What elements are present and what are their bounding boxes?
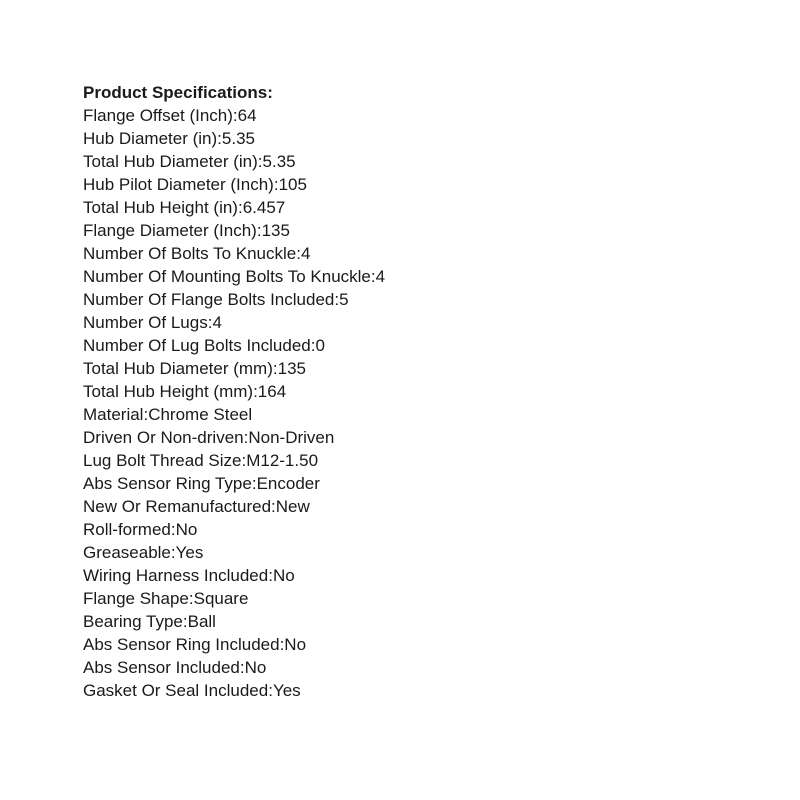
spec-separator: : — [271, 497, 276, 516]
spec-label: Hub Pilot Diameter (Inch) — [83, 175, 274, 194]
spec-separator: : — [257, 152, 263, 171]
spec-label: Lug Bolt Thread Size — [83, 451, 242, 470]
spec-value: No — [175, 520, 198, 539]
spec-label: Number Of Lug Bolts Included — [83, 336, 311, 355]
spec-row — [83, 334, 385, 357]
spec-row — [83, 495, 385, 518]
spec-value: 0 — [315, 336, 325, 355]
spec-separator: : — [182, 612, 188, 631]
spec-separator: : — [170, 543, 176, 562]
spec-separator: : — [232, 106, 238, 125]
spec-value: Chrome Steel — [148, 405, 253, 424]
spec-value: No — [244, 658, 267, 677]
spec-row — [83, 357, 385, 380]
spec-separator: : — [143, 405, 149, 424]
spec-label: Flange Offset (Inch) — [83, 106, 233, 125]
spec-separator: : — [370, 267, 376, 286]
spec-separator: : — [241, 451, 247, 470]
spec-value: M12-1.50 — [246, 451, 319, 470]
spec-row — [83, 518, 385, 541]
spec-list — [83, 104, 385, 702]
spec-label: Total Hub Height (in) — [83, 198, 238, 217]
spec-row — [83, 219, 385, 242]
spec-value: Ball — [187, 612, 216, 631]
spec-value: 4 — [300, 244, 311, 263]
spec-value: 6.457 — [242, 198, 286, 217]
section-title: Product Specifications: — [83, 83, 273, 102]
spec-row — [83, 127, 385, 150]
spec-row — [83, 679, 385, 702]
spec-separator: : — [188, 589, 194, 608]
spec-label: Number Of Bolts To Knuckle — [83, 244, 297, 263]
spec-row — [83, 541, 385, 564]
spec-row — [83, 656, 385, 679]
spec-separator: : — [256, 221, 262, 240]
spec-value: Yes — [272, 681, 301, 700]
spec-separator: : — [239, 658, 245, 677]
spec-separator: : — [310, 336, 316, 355]
spec-label: Total Hub Height (mm) — [83, 382, 254, 401]
spec-label: Total Hub Diameter (in) — [83, 152, 258, 171]
spec-label: Abs Sensor Ring Type — [83, 474, 252, 493]
spec-row — [83, 242, 385, 265]
spec-row — [83, 587, 385, 610]
spec-row — [83, 472, 385, 495]
spec-row — [83, 150, 385, 173]
spec-label: Abs Sensor Ring Included — [83, 635, 280, 654]
spec-row — [83, 104, 385, 127]
spec-row — [83, 633, 385, 656]
spec-separator: : — [296, 244, 301, 263]
spec-label: Number Of Mounting Bolts To Knuckle — [83, 267, 371, 286]
spec-value: 135 — [261, 221, 290, 240]
spec-value: Non-Driven — [248, 428, 335, 447]
spec-row — [83, 173, 385, 196]
spec-separator: : — [268, 681, 273, 700]
spec-value: 5 — [339, 290, 349, 309]
spec-value: 4 — [212, 313, 222, 332]
spec-label: Greaseable — [83, 543, 171, 562]
spec-block — [83, 81, 385, 702]
spec-separator: : — [273, 175, 279, 194]
spec-separator: : — [334, 290, 340, 309]
spec-separator: : — [170, 520, 176, 539]
spec-value: 4 — [375, 267, 386, 286]
spec-separator: : — [217, 129, 222, 148]
spec-value: No — [284, 635, 307, 654]
spec-value: 164 — [257, 382, 287, 401]
spec-label: Flange Diameter (Inch) — [83, 221, 257, 240]
spec-label: Driven Or Non-driven — [83, 428, 244, 447]
spec-value: Encoder — [256, 474, 320, 493]
spec-separator: : — [279, 635, 285, 654]
spec-label: Gasket Or Seal Included — [83, 681, 269, 700]
spec-separator: : — [207, 313, 213, 332]
spec-value: Square — [193, 589, 249, 608]
spec-row — [83, 610, 385, 633]
spec-label: Total Hub Diameter (mm) — [83, 359, 273, 378]
spec-value: 105 — [278, 175, 307, 194]
spec-row — [83, 380, 385, 403]
spec-separator: : — [243, 428, 249, 447]
spec-row — [83, 288, 385, 311]
spec-value: 5.35 — [221, 129, 255, 148]
spec-row — [83, 265, 385, 288]
spec-row — [83, 196, 385, 219]
spec-value: New — [275, 497, 310, 516]
spec-row — [83, 564, 385, 587]
spec-row — [83, 403, 385, 426]
spec-label: New Or Remanufactured — [83, 497, 272, 516]
spec-label: Number Of Lugs — [83, 313, 208, 332]
spec-label: Hub Diameter (in) — [83, 129, 218, 148]
spec-label: Bearing Type — [83, 612, 183, 631]
spec-label: Number Of Flange Bolts Included — [83, 290, 335, 309]
spec-row — [83, 426, 385, 449]
spec-value: 64 — [237, 106, 257, 125]
spec-separator: : — [268, 566, 273, 585]
spec-value: 135 — [277, 359, 306, 378]
spec-value: Yes — [175, 543, 204, 562]
spec-separator: : — [237, 198, 243, 217]
spec-separator: : — [253, 382, 258, 401]
spec-separator: : — [251, 474, 257, 493]
spec-row — [83, 449, 385, 472]
spec-label: Abs Sensor Included — [83, 658, 240, 677]
spec-row — [83, 311, 385, 334]
spec-separator: : — [272, 359, 278, 378]
spec-label: Wiring Harness Included — [83, 566, 269, 585]
spec-label: Roll-formed — [83, 520, 171, 539]
spec-value: 5.35 — [262, 152, 296, 171]
spec-label: Flange Shape — [83, 589, 189, 608]
spec-label: Material — [83, 405, 144, 424]
spec-value: No — [272, 566, 295, 585]
